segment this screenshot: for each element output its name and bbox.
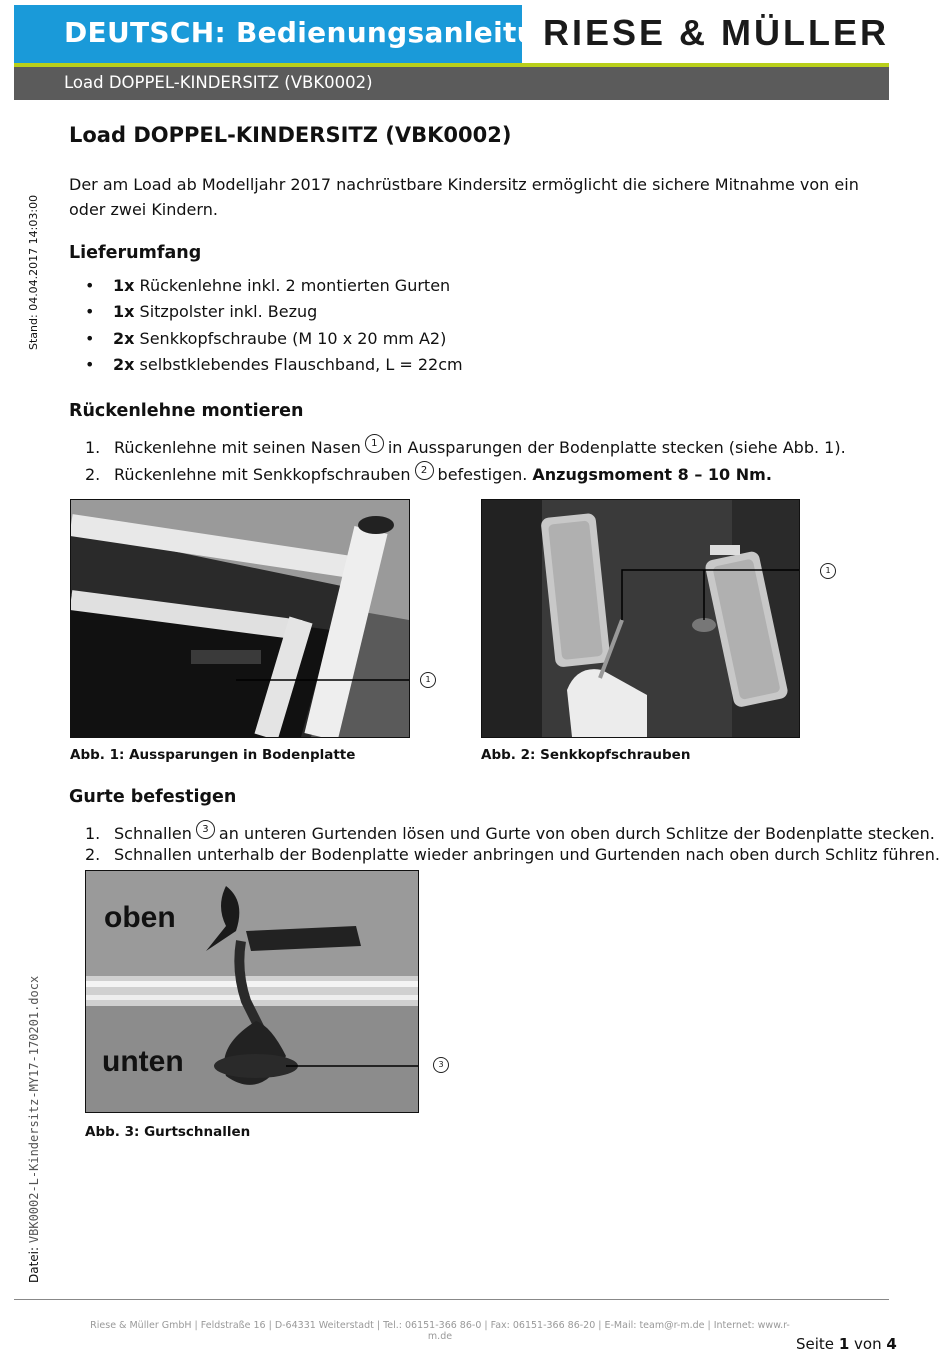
step-item — [85, 845, 940, 864]
step-item — [85, 434, 846, 457]
brand-logo: RIESE & MÜLLER — [543, 12, 890, 53]
step-text: an unteren Gurtenden lösen und Gurte von oben durch Schlitze der Bodenplatte stecken. — [218, 824, 935, 843]
heading-gurte: Gurte befestigen — [69, 787, 237, 807]
page-number — [796, 1335, 897, 1353]
torque-spec: Anzugsmoment 8 – 10 Nm. — [532, 465, 772, 484]
step-text: Schnallen unterhalb der Bodenplatte wieder anbringen und Gurtenden nach oben durch Schlitz führen. — [114, 845, 940, 864]
step-text: Rückenlehne mit seinen Nasen — [114, 438, 361, 457]
step-item — [85, 461, 772, 484]
item-qty: 1x — [113, 302, 135, 321]
item-text: Rückenlehne inkl. 2 montierten Gurten — [139, 276, 451, 295]
figure-1-photo — [70, 499, 410, 738]
figure-1-caption: Abb. 1: Aussparungen in Bodenplatte — [70, 747, 356, 763]
intro-paragraph: Der am Load ab Modelljahr 2017 nachrüstbare Kindersitz ermöglicht die sichere Mitnahme von ein oder zwei Kindern. — [69, 175, 859, 219]
step-number: 1. — [85, 824, 101, 843]
step-number: 2. — [85, 845, 101, 864]
document-subtitle: Load DOPPEL-KINDERSITZ (VBK0002) — [64, 73, 373, 92]
figure-2-callout: 1 — [820, 563, 836, 579]
item-qty: 1x — [113, 276, 135, 295]
heading-lieferumfang: Lieferumfang — [69, 243, 202, 263]
step-number: 2. — [85, 465, 101, 484]
page-of: von — [854, 1335, 882, 1353]
figure-1-callout: 1 — [420, 672, 436, 688]
item-text: Sitzpolster inkl. Bezug — [139, 302, 318, 321]
page-label: Seite — [796, 1335, 835, 1353]
page-title: Load DOPPEL-KINDERSITZ (VBK0002) — [69, 123, 512, 147]
figure-2-caption: Abb. 2: Senkkopfschrauben — [481, 747, 691, 763]
heading-montieren: Rückenlehne montieren — [69, 401, 304, 421]
document-language-title: DEUTSCH: Bedienungsanleitung — [64, 16, 578, 49]
step-item — [85, 820, 935, 843]
figure-3-label-top: oben — [104, 901, 176, 934]
callout-marker: 2 — [415, 461, 434, 480]
figure-3-caption: Abb. 3: Gurtschnallen — [85, 1124, 251, 1140]
item-text: selbstklebendes Flauschband, L = 22cm — [139, 355, 463, 374]
item-qty: 2x — [113, 329, 135, 348]
item-qty: 2x — [113, 355, 135, 374]
figure-3-label-bottom: unten — [102, 1045, 184, 1078]
callout-marker: 3 — [196, 820, 215, 839]
figure-3-callout: 3 — [433, 1057, 449, 1073]
figure-2-photo — [481, 499, 800, 738]
callout-marker: 1 — [365, 434, 384, 453]
step-number: 1. — [85, 438, 101, 457]
item-text: Senkkopfschraube (M 10 x 20 mm A2) — [139, 329, 447, 348]
step-text: Rückenlehne mit Senkkopfschrauben — [114, 465, 411, 484]
file-name-value: VBK0002-L-Kindersitz-MY17-170201.docx — [27, 975, 41, 1244]
footer-company-info: Riese & Müller GmbH | Feldstraße 16 | D-64331 Weiterstadt | Tel.: 06151-366 86-0 | Fax: 06151-366 86-20 | E-Mail: team@r-m.de | Internet: www.r-m.de — [90, 1320, 790, 1342]
file-name — [27, 976, 41, 1283]
step-text: befestigen. — [437, 465, 528, 484]
stand-date: Stand: 04.04.2017 14:03:00 — [27, 194, 40, 350]
list-item: • 2x Senkkopfschraube (M 10 x 20 mm A2) — [85, 329, 447, 348]
list-item: • 1x Sitzpolster inkl. Bezug — [85, 302, 318, 321]
file-label: Datei: — [27, 1246, 41, 1283]
list-item: • 1x Rückenlehne inkl. 2 montierten Gurten — [85, 276, 451, 295]
step-text: Schnallen — [114, 824, 192, 843]
step-text: in Aussparungen der Bodenplatte stecken (siehe Abb. 1). — [387, 438, 846, 457]
page-current: 1 — [838, 1335, 850, 1353]
footer-divider — [14, 1299, 889, 1300]
page-total: 4 — [886, 1335, 897, 1353]
list-item: • 2x selbstklebendes Flauschband, L = 22cm — [85, 355, 463, 374]
